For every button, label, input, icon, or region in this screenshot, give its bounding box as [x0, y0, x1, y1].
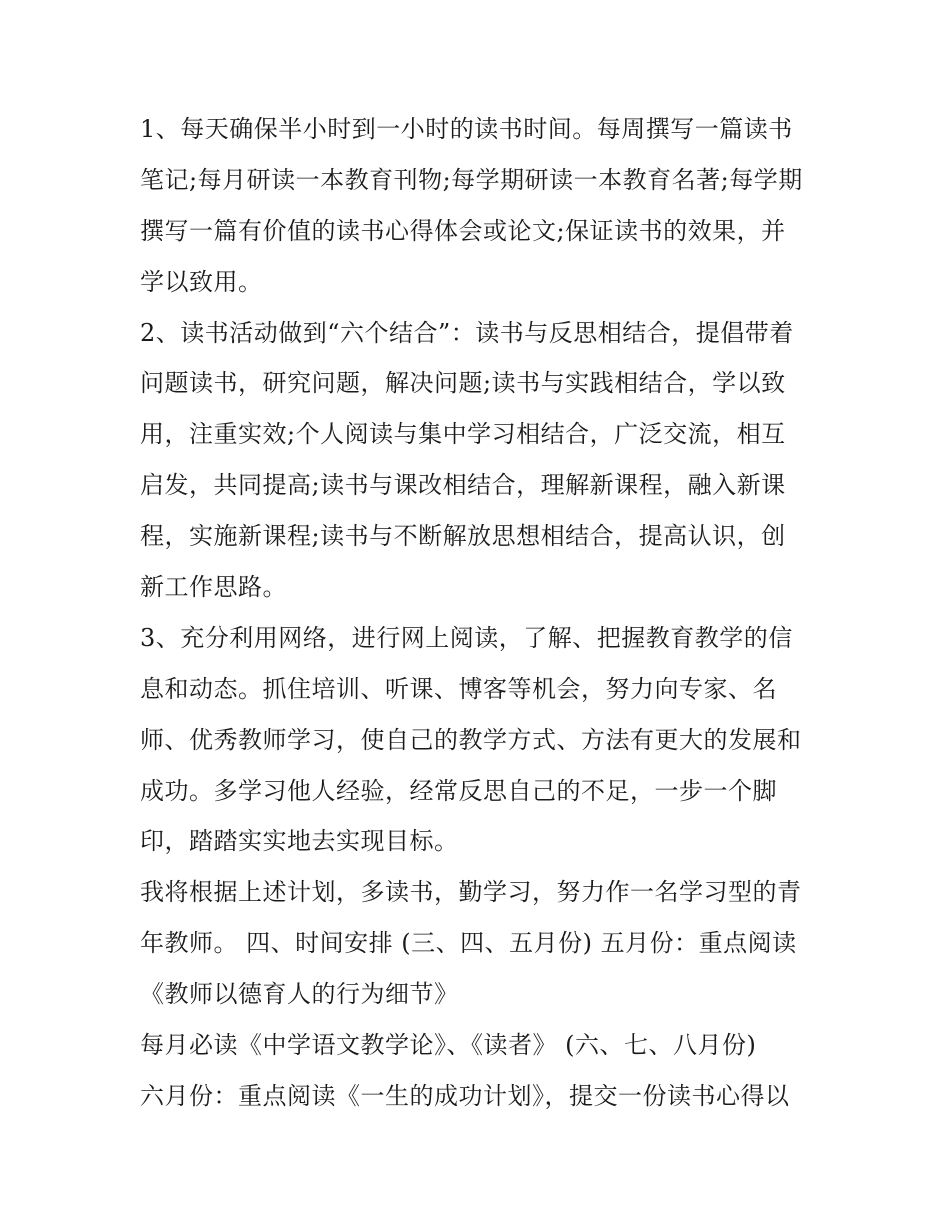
text-line: 1、每天确保半小时到一小时的读书时间。每周撰写一篇读书 — [140, 115, 793, 143]
text-line: 程，实施新课程;读书与不断解放思想相结合，提高认识，创 — [140, 522, 786, 551]
text-line: 学以致用。 — [140, 267, 263, 296]
text-line: 2、读书活动做到“六个结合”：读书与反思相结合，提倡带着 — [140, 318, 794, 347]
text-line: 撰写一篇有价值的读书心得体会或论文;保证读书的效果，并 — [140, 216, 786, 245]
document-body — [140, 104, 830, 1122]
text-line: 六月份：重点阅读《一生的成功计划》，提交一份读书心得以 — [140, 1081, 790, 1110]
text-line: 印，踏踏实实地去实现目标。 — [140, 827, 459, 856]
text-line: 用，注重实效;个人阅读与集中学习相结合，广泛交流，相互 — [140, 420, 786, 449]
text-line: 问题读书，研究问题，解决问题;读书与实践相结合，学以致 — [140, 369, 786, 398]
text-line: 师、优秀教师学习，使自己的教学方式、方法有更大的发展和 — [140, 725, 802, 754]
text-line: 3、充分利用网络，进行网上阅读，了解、把握教育教学的信 — [140, 623, 793, 652]
text-line: 成功。多学习他人经验，经常反思自己的不足，一步一个脚 — [140, 776, 777, 805]
text-line: 我将根据上述计划，多读书，勤学习，努力作一名学习型的青 — [140, 878, 802, 907]
text-line: 新工作思路。 — [140, 573, 287, 602]
text-line: 息和动态。抓住培训、听课、博客等机会，努力向专家、名 — [140, 674, 777, 703]
text-line: 笔记;每月研读一本教育刊物;每学期研读一本教育名著;每学期 — [140, 165, 803, 194]
text-line: 启发，共同提高;读书与课改相结合，理解新课程，融入新课 — [140, 471, 786, 500]
text-line: 年教师。 四、时间安排 (三、四、五月份) 五月份：重点阅读 — [140, 929, 797, 958]
text-line: 每月必读《中学语文教学论》、《读者》 (六、七、八月份) — [140, 1031, 757, 1060]
text-line: 《教师以德育人的行为细节》 — [140, 980, 459, 1009]
